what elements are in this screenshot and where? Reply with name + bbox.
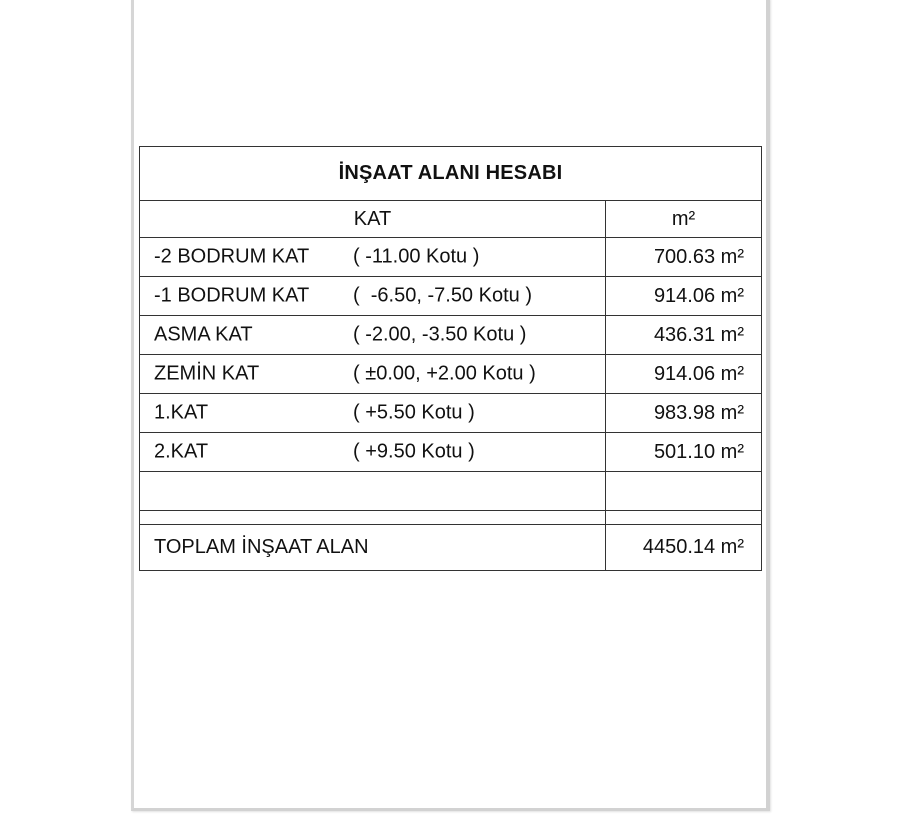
floor-name: ZEMİN KAT xyxy=(154,362,260,385)
floor-name: 2.KAT xyxy=(154,440,209,463)
floor-level: ( -6.50, -7.50 Kotu ) xyxy=(353,284,532,307)
table-title-row xyxy=(140,147,762,201)
table-header-row xyxy=(140,201,762,238)
floor-area: 914.06 m² xyxy=(606,355,762,394)
table-row xyxy=(140,238,762,277)
floor-cell xyxy=(140,433,606,472)
empty-cell xyxy=(140,511,606,525)
empty-cell xyxy=(140,472,606,511)
empty-cell xyxy=(606,472,762,511)
table-row xyxy=(140,394,762,433)
floor-area: 700.63 m² xyxy=(606,238,762,277)
floor-level: ( ±0.00, +2.00 Kotu ) xyxy=(353,362,536,385)
floor-level: ( -11.00 Kotu ) xyxy=(353,245,480,268)
header-floor: KAT xyxy=(140,201,606,238)
table-row xyxy=(140,277,762,316)
floor-cell xyxy=(140,355,606,394)
floor-name: -2 BODRUM KAT xyxy=(154,245,310,268)
floor-area: 501.10 m² xyxy=(606,433,762,472)
table-row xyxy=(140,433,762,472)
floor-cell xyxy=(140,394,606,433)
table-row xyxy=(140,316,762,355)
floor-level: ( +9.50 Kotu ) xyxy=(353,440,475,463)
floor-cell xyxy=(140,316,606,355)
table-title: İNŞAAT ALANI HESABI xyxy=(140,147,762,201)
empty-cell xyxy=(606,511,762,525)
floor-cell xyxy=(140,238,606,277)
floor-name: ASMA KAT xyxy=(154,323,253,346)
floor-level: ( -2.00, -3.50 Kotu ) xyxy=(353,323,527,346)
total-value: 4450.14 m² xyxy=(606,525,762,571)
construction-area-table xyxy=(139,146,762,571)
floor-cell xyxy=(140,277,606,316)
document-page xyxy=(131,0,770,811)
floor-name: -1 BODRUM KAT xyxy=(154,284,310,307)
floor-level: ( +5.50 Kotu ) xyxy=(353,401,475,424)
empty-row xyxy=(140,472,762,511)
floor-area: 436.31 m² xyxy=(606,316,762,355)
header-area: m² xyxy=(606,201,762,238)
total-row xyxy=(140,525,762,571)
table-row xyxy=(140,355,762,394)
floor-name: 1.KAT xyxy=(154,401,209,424)
total-label: TOPLAM İNŞAAT ALAN xyxy=(140,525,606,571)
floor-area: 983.98 m² xyxy=(606,394,762,433)
floor-area: 914.06 m² xyxy=(606,277,762,316)
spacer-row xyxy=(140,511,762,525)
